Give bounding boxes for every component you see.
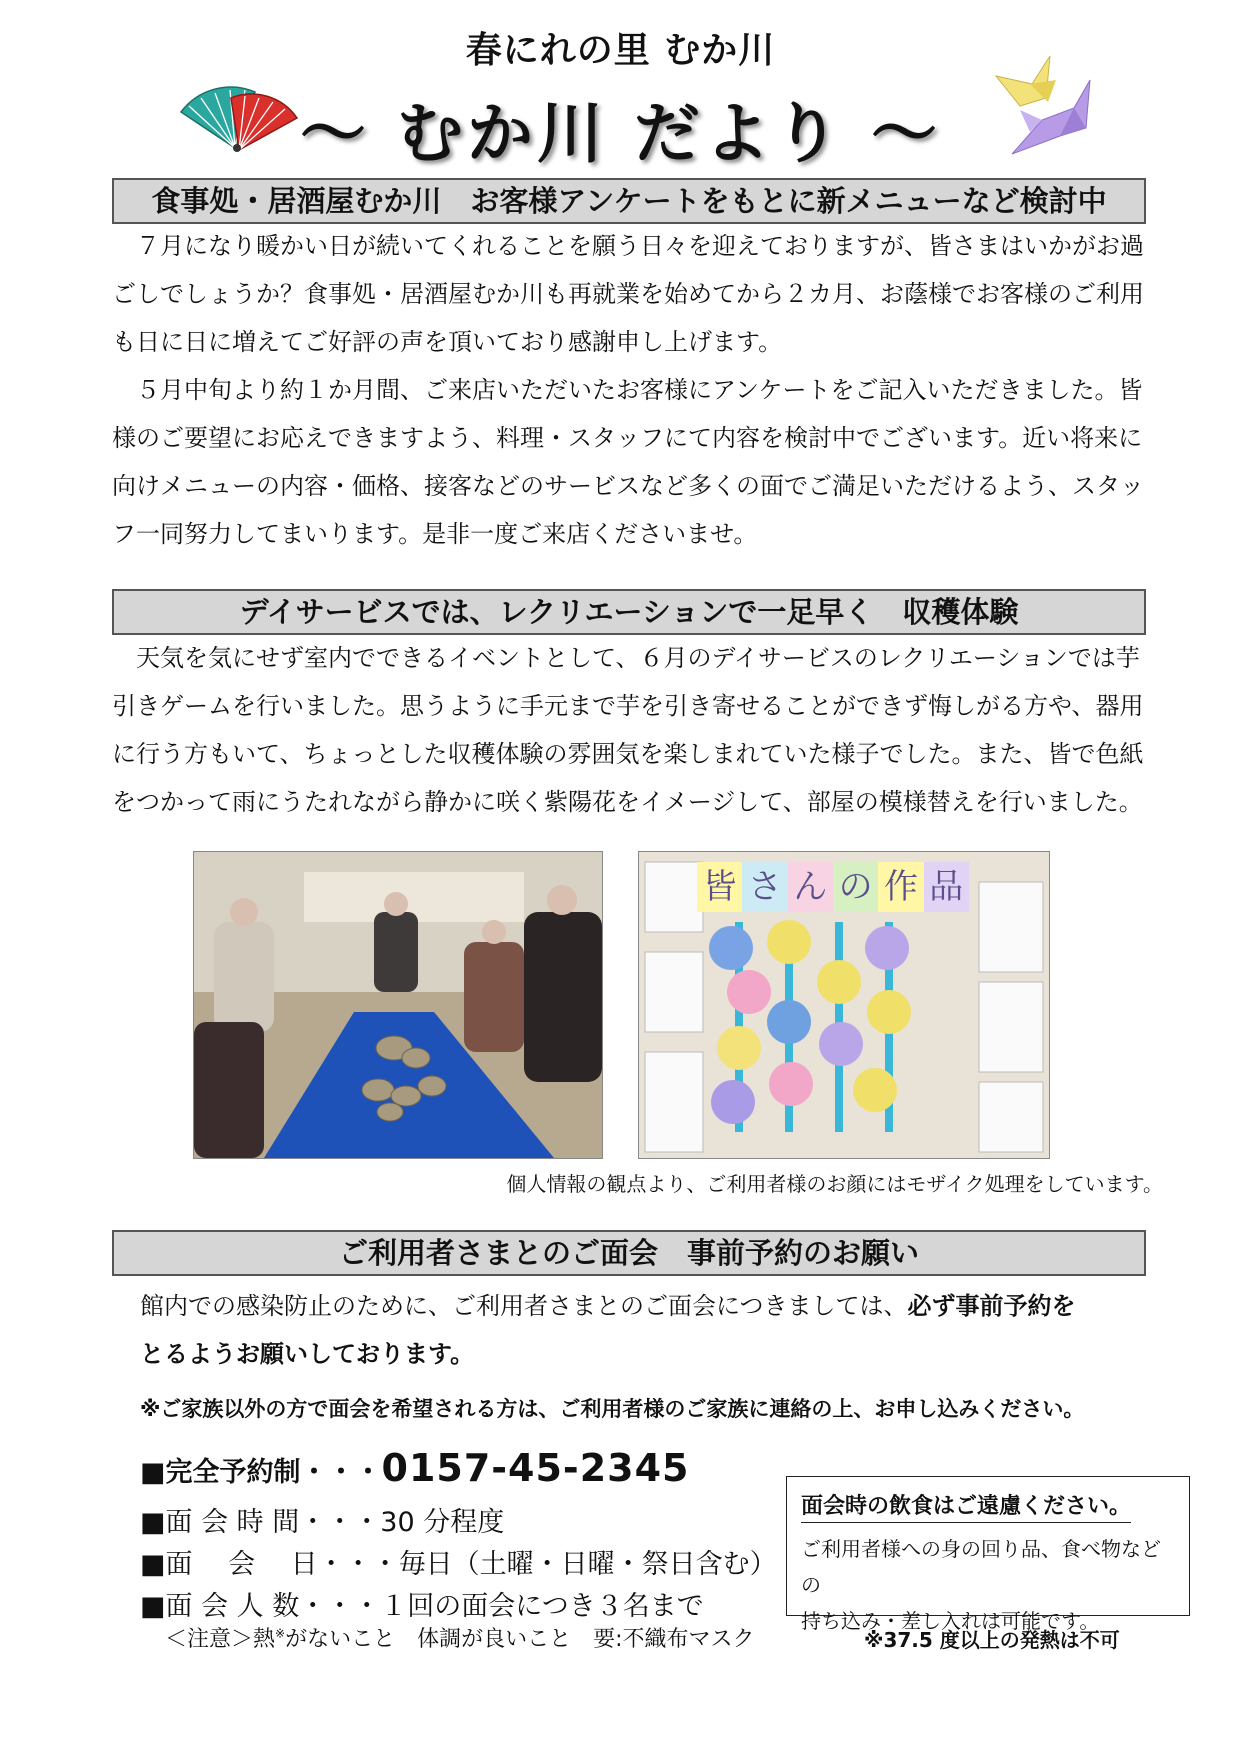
folding-fans-icon xyxy=(175,82,300,154)
poster-char: ん xyxy=(788,862,833,912)
info-label: ■面 会 日・・・ xyxy=(140,1549,399,1580)
section-heading-restaurant: 食事処・居酒屋むか川 お客様アンケートをもとに新メニューなど検討中 xyxy=(112,178,1146,224)
info-people xyxy=(140,1584,704,1623)
restaurant-paragraph: ５月中旬より約１か月間、ご来店いただいたお客様にアンケートをご記入いただきました。皆様のご要望にお応えできますよう、料理・スタッフにて内容を検討中でございます。近い将来に向けメニューの内容・価格、接客などのサービスなど多くの面でご満足いただけるよう、スタッフ一同努力してまいります。是非一度ご来店くださいませ。 xyxy=(112,376,1144,548)
photo-hydrangea-display xyxy=(638,851,1050,1159)
poster-title-strip xyxy=(697,862,969,912)
info-days xyxy=(140,1542,777,1581)
photo-caption: 個人情報の観点より、ご利用者様のお顔にはモザイク処理をしています。 xyxy=(506,1172,1163,1196)
food-notice-line: ご利用者様への身の回り品、食べ物などの xyxy=(801,1537,1161,1597)
poster-char: 作 xyxy=(878,862,923,912)
phone-number: 0157-45-2345 xyxy=(381,1446,690,1490)
section-restaurant-body xyxy=(112,222,1162,558)
food-notice-box xyxy=(786,1476,1190,1633)
caution-prefix: ＜注意＞熱 xyxy=(165,1627,276,1652)
visits-intro xyxy=(140,1282,1150,1378)
info-reservation xyxy=(140,1446,689,1490)
visits-intro-emphasis: 必ず事前予約を xyxy=(907,1292,1076,1320)
caution-text: がないこと 体調が良いこと 要:不織布マスク xyxy=(285,1627,755,1652)
newsletter-subtitle: 春にれの里 むか川 xyxy=(465,30,776,71)
food-notice-body xyxy=(801,1531,1175,1639)
poster-char: 皆 xyxy=(697,862,742,912)
dayservice-paragraph: 天気を気にせず室内でできるイベントとして、６月のデイサービスのレクリエーションでは芋引きゲームを行いました。思うように手元まで芋を引き寄せることができず悔しがる方や、器用に行う方もいて、ちょっとした収穫体験の雰囲気を楽しまれていた様子でした。また、皆で色紙をつかって雨にうたれながら静かに咲く紫陽花をイメージして、部屋の模様替えを行いました。 xyxy=(112,644,1144,816)
photo-potato-game xyxy=(193,851,603,1159)
caution-mark: ※ xyxy=(275,1626,286,1641)
section-heading-visits: ご利用者さまとのご面会 事前予約のお願い xyxy=(112,1230,1146,1276)
info-value: 30 分程度 xyxy=(380,1507,505,1538)
family-note: ※ご家族以外の方で面会を希望される方は、ご利用者様のご家族に連絡の上、お申し込みください。 xyxy=(140,1397,1085,1421)
caution-note xyxy=(165,1622,755,1653)
paper-crane-icon xyxy=(990,50,1102,158)
info-value: 毎日（土曜・日曜・祭日含む） xyxy=(398,1549,777,1580)
poster-char: 品 xyxy=(924,862,969,912)
restaurant-paragraph: ７月になり暖かい日が続いてくれることを願う日々を迎えておりますが、皆さまはいかがお過ごしでしょうか？食事処・居酒屋むか川も再就業を始めてから２カ月、お蔭様でお客様のご利用も日に日に増えてご好評の声を頂いており感謝申し上げます。 xyxy=(112,232,1144,356)
poster-char: さ xyxy=(742,862,787,912)
info-label: ■面 会 時 間・・・ xyxy=(140,1507,381,1538)
poster-char: の xyxy=(833,862,878,912)
visits-intro-text: 館内での感染防止のために、ご利用者さまとのご面会につきましては、 xyxy=(140,1292,908,1320)
food-notice-line: 持ち込み・差し入れは可能です。 xyxy=(801,1609,1100,1633)
info-label: ■完全予約制・・・ xyxy=(140,1457,382,1488)
info-value: １回の面会につき３名まで xyxy=(380,1591,704,1622)
food-notice-title: 面会時の飲食はご遠慮ください。 xyxy=(801,1489,1131,1523)
info-label: ■面 会 人 数・・・ xyxy=(140,1591,381,1622)
fever-note: ※37.5 度以上の発熱は不可 xyxy=(864,1628,1120,1652)
section-heading-dayservice: デイサービスでは、レクリエーションで一足早く 収穫体験 xyxy=(112,589,1146,635)
info-duration xyxy=(140,1500,504,1539)
newsletter-title: ～ むか川 だより ～ xyxy=(300,95,941,172)
visits-intro-emphasis: とるようお願いしております。 xyxy=(140,1340,475,1368)
